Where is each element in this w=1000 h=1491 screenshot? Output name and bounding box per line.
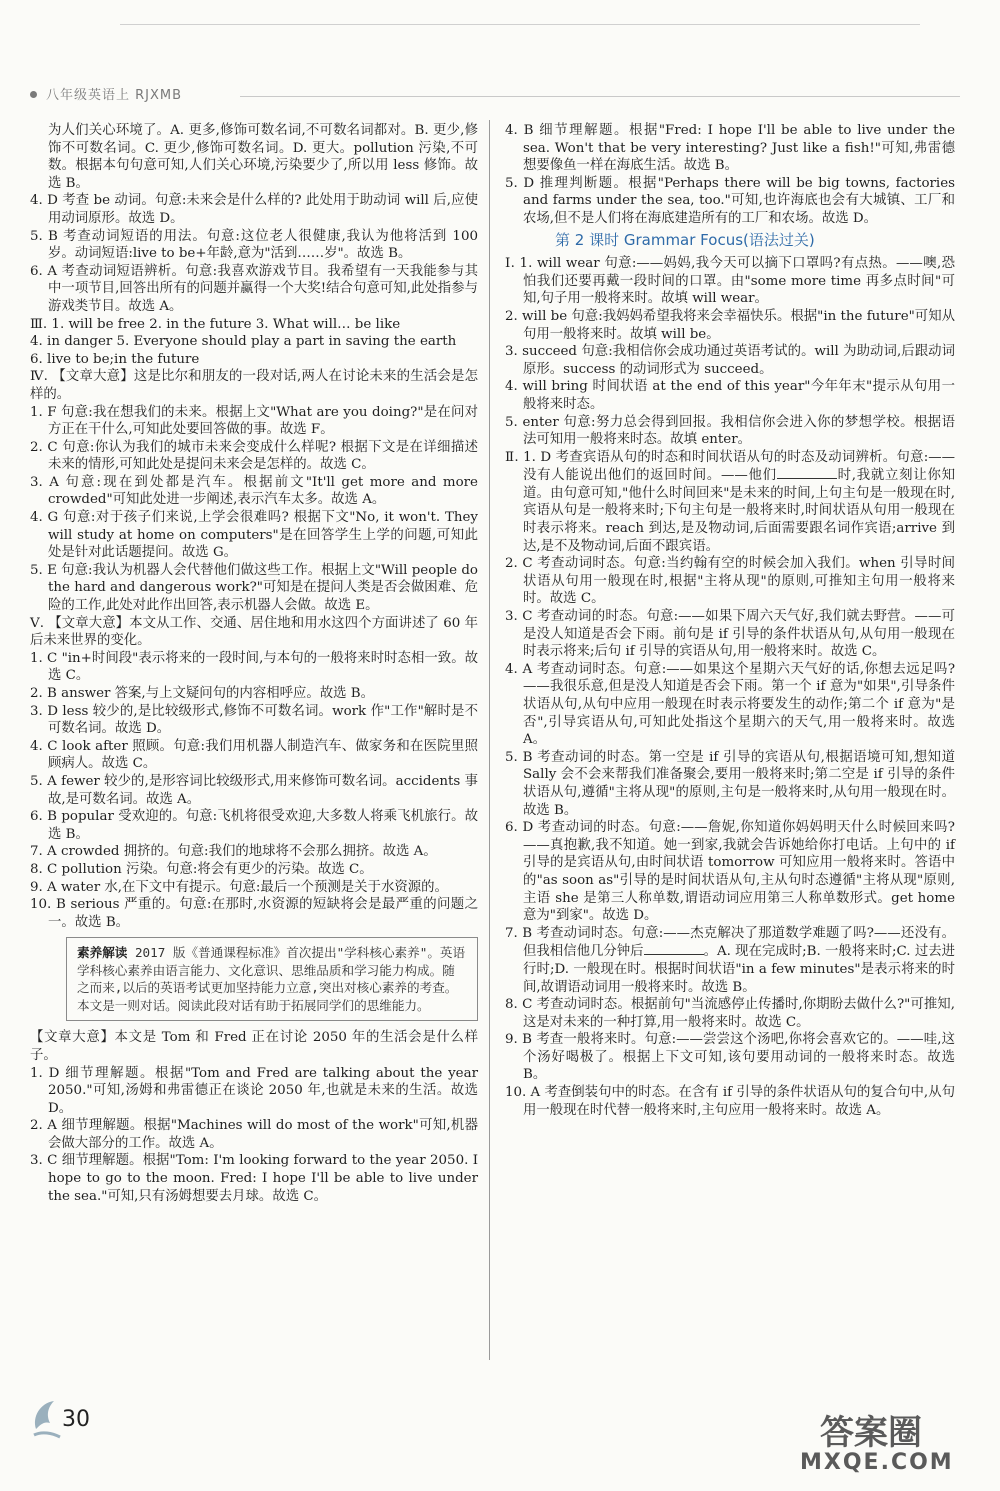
answer-paragraph: 7. B 考查动词时态。句意:——杰克解决了那道数学难题了吗?——还没有。但我相信他几分钟后 。A. 现在完成时;B. 一般将来时;C. 过去进行时;D. 一般现在时。根据时间状语"in a few minutes"是表示将来的时间,故谓语动词用一般将来时。故选 B。 (505, 925, 955, 995)
answer-paragraph: 9. A water 水,在下文中有提示。句意:最后一个预测是关于水资源的。 (30, 879, 448, 895)
answer-paragraph: Ⅴ. 【文章大意】本文从工作、交通、居住地和用水这四个方面讲述了 60 年后未来世界的变化。 (30, 615, 478, 649)
literacy-note-text: 2017 版《普通课程标准》首次提出"学科核心素养"。英语学科核心素养由语言能力、文化意识、思维品质和学习能力构成。随之而来,以后的英语考试更加坚持能力立意,突出对核心素养的考查。本文是一则对话。阅读此段对话有助于拓展同学们的思维能力。 (77, 945, 466, 1013)
answer-paragraph: 2. C 句意:你认为我们的城市未来会变成什么样呢? 根据下文是在详细描述未来的情形,可知此处是提问未来会是怎样的。故选 C。 (30, 439, 478, 473)
answer-paragraph: 4. A 考查动词时态。句意:——如果这个星期六天气好的话,你想去远足吗?——我很乐意,但是没人知道是否会下雨。第一个 if 意为"如果",引导条件状语从句,从句中应用一般现在时表示将要发生的动作;第二个 if 意为"是否",引导宾语从句,可知此处指这个星期六的天气,用一般将来时。故选 A。 (505, 661, 955, 748)
top-rule (120, 24, 920, 25)
section-title: 第 2 课时 Grammar Focus(语法过关) (555, 230, 815, 249)
page-number: 30 (62, 1407, 90, 1432)
answer-paragraph: 【文章大意】本文是 Tom 和 Fred 正在讨论 2050 年的生活会是什么样子。 (30, 1030, 478, 1063)
answer-paragraph: 5. enter 句意:努力总会得到回报。我相信你会进入你的梦想学校。根据语法可知用一般将来时态。故填 enter。 (505, 414, 955, 448)
right-column (505, 122, 955, 1119)
page-header (30, 84, 970, 104)
answer-paragraph: 7. A crowded 拥挤的。句意:我们的地球将不会那么拥挤。故选 A。 (30, 844, 437, 860)
answer-paragraph: 4. D 考查 be 动词。句意:未来会是什么样的? 此处用于助动词 will 后,应使用动词原形。故选 D。 (30, 193, 478, 226)
answer-paragraph: 8. C pollution 污染。句意:将会有更少的污染。故选 C。 (30, 861, 373, 877)
answer-paragraph: 5. A fewer 较少的,是形容词比较级形式,用来修饰可数名词。accidents 事故,是可数名词。故选 A。 (30, 773, 478, 807)
answer-paragraph: 6. D 考查动词的时态。句意:——詹妮,你知道你妈妈明天什么时候回来吗?——真抱歉,我不知道。她一到家,我就会告诉她给你打电话。上句中的 if 引导的是宾语从句,由时间状语 tomorrow 可知应用一般将来时。答语中的"as soon as"引导的是时间状语从句,主从句时态遵循"主将从现"原则,主语 she 是第三人称单数,谓语动词应用第三人称单数形式。get home 意为"到家"。故选 D。 (505, 820, 955, 924)
watermark-brand: 答案圈 (820, 1413, 922, 1453)
answer-paragraph: 2. B answer 答案,与上文疑问句的内容相呼应。故选 B。 (30, 686, 375, 701)
answer-paragraph: Ⅱ. 1. D 考查宾语从句的时态和时间状语从句的时态及动词辨析。句意:——没有人能说出他们的返回时间。——他们 时,我就立刻让你知道。由句意可知,"他什么时间回来"是未来的时间,上句主句是一般现在时,宾语从句是一般将来时;下句主句是一般将来时,时间状语从句用一般现在时表示将来。reach 到达,是及物动词,后面需要跟名词作宾语;arrive 到达,是不及物动词,后面不跟宾语。 (505, 449, 956, 554)
header-rule (240, 96, 960, 97)
header-bullet (30, 91, 37, 98)
answer-paragraph: 3. A 句意:现在到处都是汽车。根据前文"It'll get more and more crowded"可知此处进一步阐述,表示汽车太多。故选 A。 (30, 474, 478, 508)
answer-paragraph: 4. C look after 照顾。句意:我们用机器人制造汽车、做家务和在医院里照顾病人。故选 C。 (30, 738, 478, 772)
answer-paragraph: 5. B 考查动词短语的用法。句意:这位老人很健康,我认为他将活到 100 岁。动词短语:live to be+年龄,意为"活到……岁"。故选 B。 (30, 228, 478, 262)
answer-paragraph: Ⅳ. 【文章大意】这是比尔和朋友的一段对话,两人在讨论未来的生活会是怎样的。 (30, 369, 478, 402)
answer-paragraph: 3. succeed 句意:我相信你会成功通过英语考试的。will 为助动词,后跟动词原形。success 的动词形式为 succeed。 (505, 344, 955, 377)
answer-paragraph: 9. B 考查一般将来时。句意:——尝尝这个汤吧,你将会喜欢它的。——哇,这个汤好喝极了。根据上下文可知,该句要用动词的一般将来时态。故选 B。 (505, 1032, 955, 1083)
header-label: 八年级英语上 RJXMB (46, 88, 183, 103)
answer-paragraph: 3. D less 较少的,是比较级形式,修饰不可数名词。work 作"工作"解时是不可数名词。故选 D。 (30, 703, 478, 737)
literacy-note-box (66, 937, 478, 1021)
answer-paragraph: 4. will bring 时间状语 at the end of this year"今年年末"提示从句用一般将来时态。 (505, 379, 955, 412)
answer-paragraph: 6. A 考查动词短语辨析。句意:我喜欢游戏节目。我希望有一天我能参与其中一项节目,回答出所有的问题并赢得一个大奖!结合句意可知,此处指参与游戏类节目。故选 A。 (30, 263, 478, 314)
answer-paragraph: 2. C 考查动词时态。句意:当约翰有空的时候会加入我们。when 引导时间状语从句用一般现在时,根据"主将从现"的原则,可推知主句用一般将来时。故选 C。 (505, 556, 955, 607)
answer-paragraph: 5. E 句意:我认为机器人会代替他们做这些工作。根据上文"Will people do the hard and dangerous work?"可知是在提问人类是否会做困难、危险的工作,此处对此作出回答,表示机器人会做。故选 E。 (30, 562, 478, 614)
answer-paragraph: Ⅲ. 1. will be free 2. in the future 3. What will… be like (30, 316, 401, 332)
answer-paragraph: 8. C 考查动词时态。根据前句"当流感停止传播时,你期盼去做什么?"可推知,这是对未来的一种打算,用一般将来时。故选 C。 (505, 997, 955, 1030)
answer-paragraph: 3. C 考查动词的时态。句意:——如果下周六天气好,我们就去野营。——可是没人知道是否会下雨。前句是 if 引导的条件状语从句,从句用一般现在时表示将来;后句 if 引导的宾语从句,用一般将来时。故选 C。 (505, 609, 955, 660)
answer-paragraph: 10. A 考查倒装句中的时态。在含有 if 引导的条件状语从句的复合句中,从句用一般现在时代替一般将来时,主句应用一般将来时。故选 A。 (505, 1085, 955, 1118)
answer-paragraph: 5. D 推理判断题。根据"Perhaps there will be big towns, factories and farms under the sea, too."可知,也许海底也会有大城镇、工厂和农场,但不是人们将在海底建造所有的工厂和农场。故选 D。 (505, 175, 955, 226)
dolphin-logo-icon (30, 1395, 64, 1439)
answer-paragraph: 4. in danger 5. Everyone should play a part in saving the earth (30, 334, 457, 350)
answer-paragraph: 2. will be 句意:我妈妈希望我将来会幸福快乐。根据"in the future"可知从句用一般将来时。故填 will be。 (505, 308, 955, 342)
answer-paragraph: 6. live to be;in the future (30, 351, 200, 367)
watermark-site: MXQE.COM (800, 1450, 954, 1475)
answer-paragraph: 4. G 句意:对于孩子们来说,上学会很难吗? 根据下文"No, it won't. They will study at home on computers"是在回答学生上学的问题,可知此处是针对此话题提问。故选 G。 (30, 510, 478, 561)
column-divider (489, 120, 490, 1360)
answer-paragraph: 为人们关心环境了。A. 更多,修饰可数名词,不可数名词都对。B. 更少,修饰不可数名词。C. 更少,修饰可数名词。D. 更大。pollution 污染,不可数。根据本句句意可知,人们关心环境,污染要少了,所以用 less 修饰。故选 B。 (48, 123, 478, 191)
answer-paragraph: 6. B popular 受欢迎的。句意:飞机将很受欢迎,大多数人将乘飞机旅行。故选 B。 (30, 809, 478, 842)
answer-paragraph: 10. B serious 严重的。句意:在那时,水资源的短缺将会是最严重的问题之一。故选 B。 (30, 897, 478, 930)
answer-paragraph: 2. A 细节理解题。根据"Machines will do most of the work"可知,机器会做大部分的工作。故选 A。 (30, 1118, 478, 1151)
left-column (30, 122, 478, 1205)
answer-paragraph: 1. D 细节理解题。根据"Tom and Fred are talking about the year 2050."可知,汤姆和弗雷德正在谈论 2050 年,也就是未来的生活。故选 D。 (30, 1065, 478, 1116)
literacy-note-tag: 素养解读 (77, 945, 128, 961)
fill-in-blank (644, 942, 704, 955)
answer-paragraph: 4. B 细节理解题。根据"Fred: I hope I'll be able to live under the sea. Won't that be very interesting? Just like a fish!"可知,弗雷德想要像鱼一样在海底生活。故选 B。 (505, 123, 955, 174)
answer-paragraph: 3. C 细节理解题。根据"Tom: I'm looking forward to the year 2050. I hope to go to the moon. Fred: I hope I'll be able to live under the sea."可知,只有汤姆想要去月球。故选 C。 (30, 1153, 478, 1204)
answer-paragraph: 1. F 句意:我在想我们的未来。根据上文"What are you doing?"是在问对方正在干什么,可知此处要回答做的事。故选 F。 (30, 404, 478, 438)
answer-paragraph: 5. B 考查动词的时态。第一空是 if 引导的宾语从句,根据语境可知,想知道 Sally 会不会来帮我们准备聚会,要用一般将来时;第二空是 if 引导的条件状语从句,遵循"主将从现"的原则,主句是一般将来时,从句用一般现在时。故选 B。 (505, 749, 955, 818)
answer-paragraph: 1. C "in+时间段"表示将来的一段时间,与本句的一般将来时时态相一致。故选 C。 (30, 650, 478, 684)
fill-in-blank (777, 466, 837, 479)
answer-paragraph: Ⅰ. 1. will wear 句意:——妈妈,我今天可以摘下口罩吗?有点热。——噢,恐怕我们还要再戴一段时间的口罩。由"some more time 再多点时间"可知,句子用一般将来时。故填 will wear。 (505, 256, 955, 307)
